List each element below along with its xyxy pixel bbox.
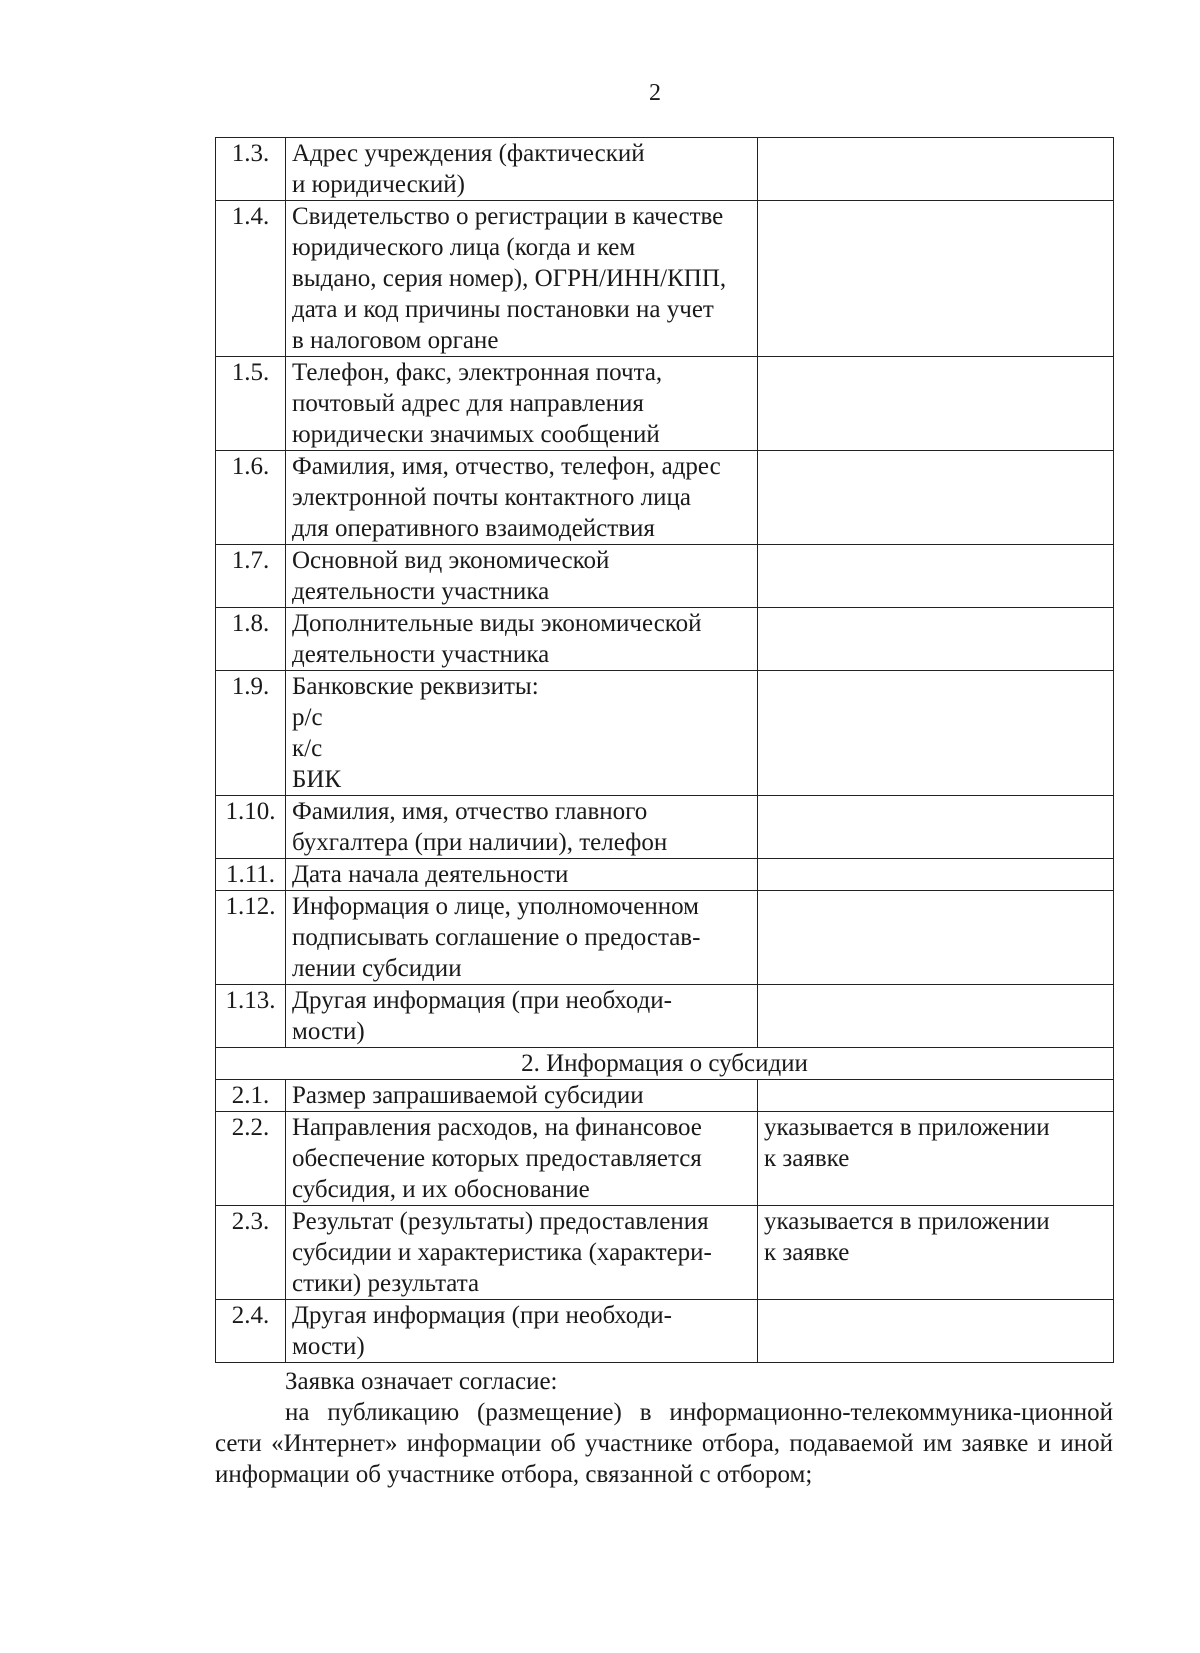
application-form-table: [215, 137, 1114, 1363]
item-number: 1.10.: [216, 796, 286, 859]
item-value: [758, 985, 1114, 1048]
item-label: Направления расходов, на финансовое обеспечение которых предоставляется субсидия, и их обоснование: [286, 1112, 758, 1206]
item-label: Размер запрашиваемой субсидии: [286, 1080, 758, 1112]
item-number: 1.13.: [216, 985, 286, 1048]
item-label: Дополнительные виды экономической деятельности участника: [286, 608, 758, 671]
consent-section: [215, 1366, 1113, 1490]
item-value: [758, 1080, 1114, 1112]
table-row: [216, 1112, 1114, 1206]
item-number: 1.7.: [216, 545, 286, 608]
item-value: [758, 671, 1114, 796]
table-row: [216, 545, 1114, 608]
table-row: [216, 138, 1114, 201]
item-number: 1.9.: [216, 671, 286, 796]
page-number: 2: [649, 80, 661, 106]
item-label: Информация о лице, уполномоченном подписывать соглашение о предостав- лении субсидии: [286, 891, 758, 985]
item-number: 2.1.: [216, 1080, 286, 1112]
item-number: 1.12.: [216, 891, 286, 985]
item-value: [758, 451, 1114, 545]
consent-intro: Заявка означает согласие:: [285, 1368, 558, 1395]
item-label: Фамилия, имя, отчество главного бухгалтера (при наличии), телефон: [286, 796, 758, 859]
section-title: 2. Информация о субсидии: [216, 1048, 1114, 1080]
table-row: [216, 1206, 1114, 1300]
table-row: [216, 201, 1114, 357]
item-label: Другая информация (при необходи- мости): [286, 1300, 758, 1363]
form-table-body: [216, 138, 1114, 1363]
item-label: Дата начала деятельности: [286, 859, 758, 891]
item-number: 1.5.: [216, 357, 286, 451]
table-row: [216, 859, 1114, 891]
item-label: Фамилия, имя, отчество, телефон, адрес электронной почты контактного лица для оперативного взаимодействия: [286, 451, 758, 545]
item-number: 2.4.: [216, 1300, 286, 1363]
item-number: 1.3.: [216, 138, 286, 201]
item-value: указывается в приложении к заявке: [758, 1112, 1114, 1206]
table-row: [216, 891, 1114, 985]
item-number: 1.4.: [216, 201, 286, 357]
table-row: [216, 796, 1114, 859]
table-row: [216, 985, 1114, 1048]
item-label: Результат (результаты) предоставления субсидии и характеристика (характери- стики) результата: [286, 1206, 758, 1300]
item-value: [758, 1300, 1114, 1363]
item-value: [758, 201, 1114, 357]
item-value: [758, 796, 1114, 859]
item-label: Телефон, факс, электронная почта, почтовый адрес для направления юридически значимых сообщений: [286, 357, 758, 451]
item-value: [758, 891, 1114, 985]
table-row: [216, 671, 1114, 796]
item-value: [758, 357, 1114, 451]
item-label: Банковские реквизиты: р/с к/с БИК: [286, 671, 758, 796]
consent-item: на публикацию (размещение) в информационно-телекоммуника-ционной сети «Интернет» информации об участнике отбора, подаваемой им заявке и иной информации об участнике отбора, связанной с отбором;: [215, 1399, 1113, 1488]
item-value: [758, 138, 1114, 201]
item-number: 1.8.: [216, 608, 286, 671]
item-number: 1.6.: [216, 451, 286, 545]
item-number: 2.3.: [216, 1206, 286, 1300]
table-row: [216, 357, 1114, 451]
table-row: [216, 608, 1114, 671]
item-number: 1.11.: [216, 859, 286, 891]
table-row: [216, 1300, 1114, 1363]
item-value: [758, 608, 1114, 671]
table-row: [216, 1080, 1114, 1112]
section-header-row: [216, 1048, 1114, 1080]
item-value: указывается в приложении к заявке: [758, 1206, 1114, 1300]
item-label: Другая информация (при необходи- мости): [286, 985, 758, 1048]
item-label: Свидетельство о регистрации в качестве юридического лица (когда и кем выдано, серия номер), ОГРН/ИНН/КПП, дата и код причины постановки на учет в налоговом органе: [286, 201, 758, 357]
item-value: [758, 545, 1114, 608]
table-row: [216, 451, 1114, 545]
item-label: Основной вид экономической деятельности участника: [286, 545, 758, 608]
item-label: Адрес учреждения (фактический и юридический): [286, 138, 758, 201]
item-value: [758, 859, 1114, 891]
item-number: 2.2.: [216, 1112, 286, 1206]
